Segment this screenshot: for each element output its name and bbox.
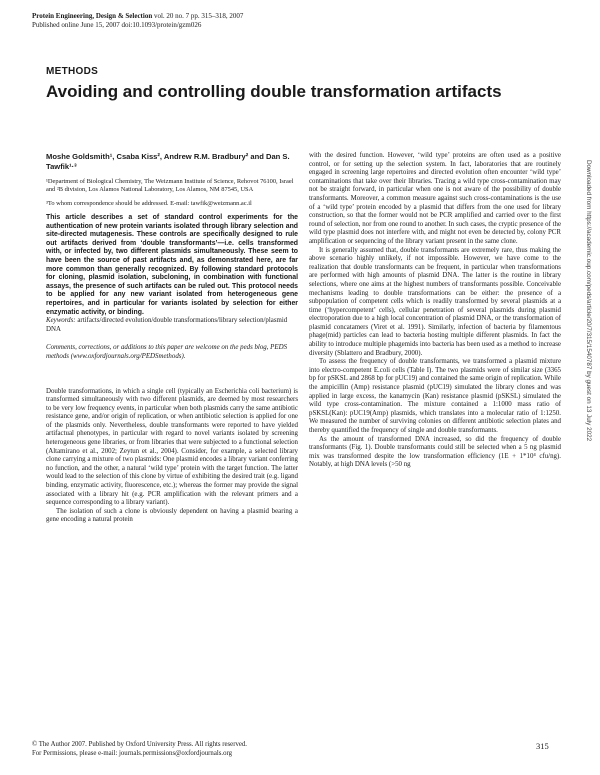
correspondence: ³To whom correspondence should be addressed. E-mail: tawfik@weizmann.ac.il (46, 200, 252, 207)
affiliation: ¹Department of Biological Chemistry, The Weizmann Institute of Science, Rehovot 76100, Israel and ²B division, Los Alamos National Laboratory, Los Alamos, NM 87545, USA (46, 178, 294, 193)
left-column (46, 152, 298, 525)
author-list: Moshe Goldsmith¹, Csaba Kiss², Andrew R.M. Bradbury² and Dan S. Tawfik¹·³ (46, 152, 290, 171)
journal-header (32, 12, 243, 30)
body-paragraph: It is generally assumed that, double transformants are extremely rare, thus making the above scenario highly unlikely, if not impossible. However, we have come to the realization that double transformants can be frequent, in particular when transformations are performed with high amounts of plasmid DNA. The latter is the routine in library selections, where one aims at the highest numbers of transformants possible. Conceivable mechanisms leading to double transformations can be either: the presence of a subpopulation of competent cells which is readily transformed by several plasmids at a time (‘hypercompetent’ cells), cellular penetration of several plasmids during plasmid electroporation due to a high local concentration of plasmid DNA, or the transformation of plasmid concatamers (Viret et al. 1991). Similarly, infection of bacteria by filamentous phage(mid) particles can lead to bacteria hosting multiple different plasmids. In fact the ability to introduce multiple phagemids into bacteria has been used as a method to increase diversity (Sblattero and Bradbury, 2000). (309, 246, 561, 357)
body-paragraph: Double transformations, in which a single cell (typically an Escherichia coli bacterium) is transformed simultaneously with two different plasmids, are deemed by most researchers to be very low frequency events, in particular when both plasmids carry the same antibiotic resistance gene, and/or origin of replication, or when antibiotic selection is applied for one of the plasmids only. Nevertheless, double transformants were reported to have yielded artifactual phenotypes, in particular with regard to novel variants isolated by screening heterogeneous gene libraries, or from libraries that were subjected to a functional selection (Altamirano et al., 2002; Zeytun et al., 2004). Consider, for example, a selected library clone carrying a mixture of two plasmids: One plasmid encodes a library variant conferring no function, and the other, a natural ‘wild type’ protein with the target function. The latter would lead to the selection of this clone by virtue of exhibiting the desired trait (e.g. ligand binding, enzymatic activity, fluorescence, etc.); whereas the former may provide the signal associated with a library hit (e.g. PCR amplification with the relevant primers and a sequence corresponding to a library variant). (46, 387, 298, 507)
copyright-notice: © The Author 2007. Published by Oxford University Press. All rights reserved. (32, 741, 247, 748)
article-title: Avoiding and controlling double transformation artifacts (46, 82, 502, 101)
keywords-text: artifacts/directed evolution/double transformations/library selection/plasmid DNA (46, 317, 288, 333)
section-label: METHODS (46, 66, 99, 77)
body-paragraph: As the amount of transformed DNA increased, so did the frequency of double transformants (Fig. 1). Double transformants could still be selected when a 5 ng plasmid mix was transformed despite the low transformation efficiency (1E + 1*10⁴ cfu/ng). Notably, at high DNA levels (>50 ng (309, 435, 561, 469)
body-paragraph: To assess the frequency of double transformants, we transformed a plasmid mixture into electro-competent E.coli cells (Table I). The two plasmids were of similar size (3365 bp for pSKSL and 2868 bp for pUC19) and contained the same origin of replication. While the ampicillin (Amp) resistance plasmid (pUC19) simulated the library clones and was applied in large excess, the kanamycin (Kan) resistance plasmid (pSKSL) simulated the wild type cross-contamination. The mixture contained a 1:1000 mass ratio of pSKSL(Kan): pUC19(Amp) plasmids, which translates into a molecular ratio of 1:1250. We measured the number of surviving colonies on different antibiotic selection plates and thereby quantified the frequency of single and double transformants. (309, 358, 561, 434)
page-number: 315 (536, 741, 549, 751)
permissions-notice: For Permissions, please e-mail: journals.permissions@oxfordjournals.org (32, 750, 233, 757)
journal-citation: vol. 20 no. 7 pp. 315–318, 2007 (153, 12, 244, 20)
abstract: This article describes a set of standard control experiments for the authentication of new protein variants isolated through library selection and site-directed mutagenesis. These controls are specifically designed to rule out artifacts derived from ‘double transformants’—i.e. cells transformed with, or infected by, two different plasmids simultaneously. These seem to have been the source of past artifacts and, as demonstrated here, are far more common than generally recognized. By following standard protocols for cloning, plasmid isolation, subcloning, in combination with functional assays, the presence of such artifacts can be ruled out. This protocol needs to be applied for any new variant isolated from heterogeneous gene repertoires, and in particular for variants isolated by selection for either enzymatic activity, or binding. (46, 214, 298, 316)
download-watermark: Downloaded from https://academic.oup.com/peds/article/20/7/315/1540787 by guest on 13 July 2022 (585, 160, 592, 442)
journal-name: Protein Engineering, Design & Selection (32, 12, 153, 20)
keywords (46, 317, 298, 334)
comments-note: Comments, corrections, or additions to this paper are welcome on the peds blog, PEDS methods (www.oxfordjournals.org/PEDSmethods). (46, 344, 288, 360)
publication-info: Published online June 15, 2007 doi:10.1093/protein/gzm026 (32, 21, 202, 29)
footer (32, 740, 247, 758)
body-paragraph: The isolation of such a clone is obviously dependent on having a plasmid bearing a gene encoding a natural protein (46, 507, 298, 524)
body-paragraph: with the desired function. However, ‘wild type’ proteins are often used as a positive control, or for setting up the selection system. In fact, laboratories that are routinely engaged in screening large repertoires and directed evolution often encounter ‘wild type’ contaminations that take over their libraries. Tracing a wild type cross-contamination may not be straight forward, in particular when one is not aware of the possibility of double transformants. Moreover, a common measure against such cross-contaminations is the use of a ‘wild type’ protein encoded by a plasmid that differs from the one used for library construction, so that the former would not be PCR amplified and carried over to the first round of selection, nor from one round to another. In such cases, the cryptic presence of the wild type plasmid does not interfere with, and might not even be detected by, colony PCR amplification or sequencing of the library variant present in the same clone. (309, 152, 561, 245)
right-column (309, 152, 561, 470)
keywords-label: Keywords: (46, 317, 76, 325)
